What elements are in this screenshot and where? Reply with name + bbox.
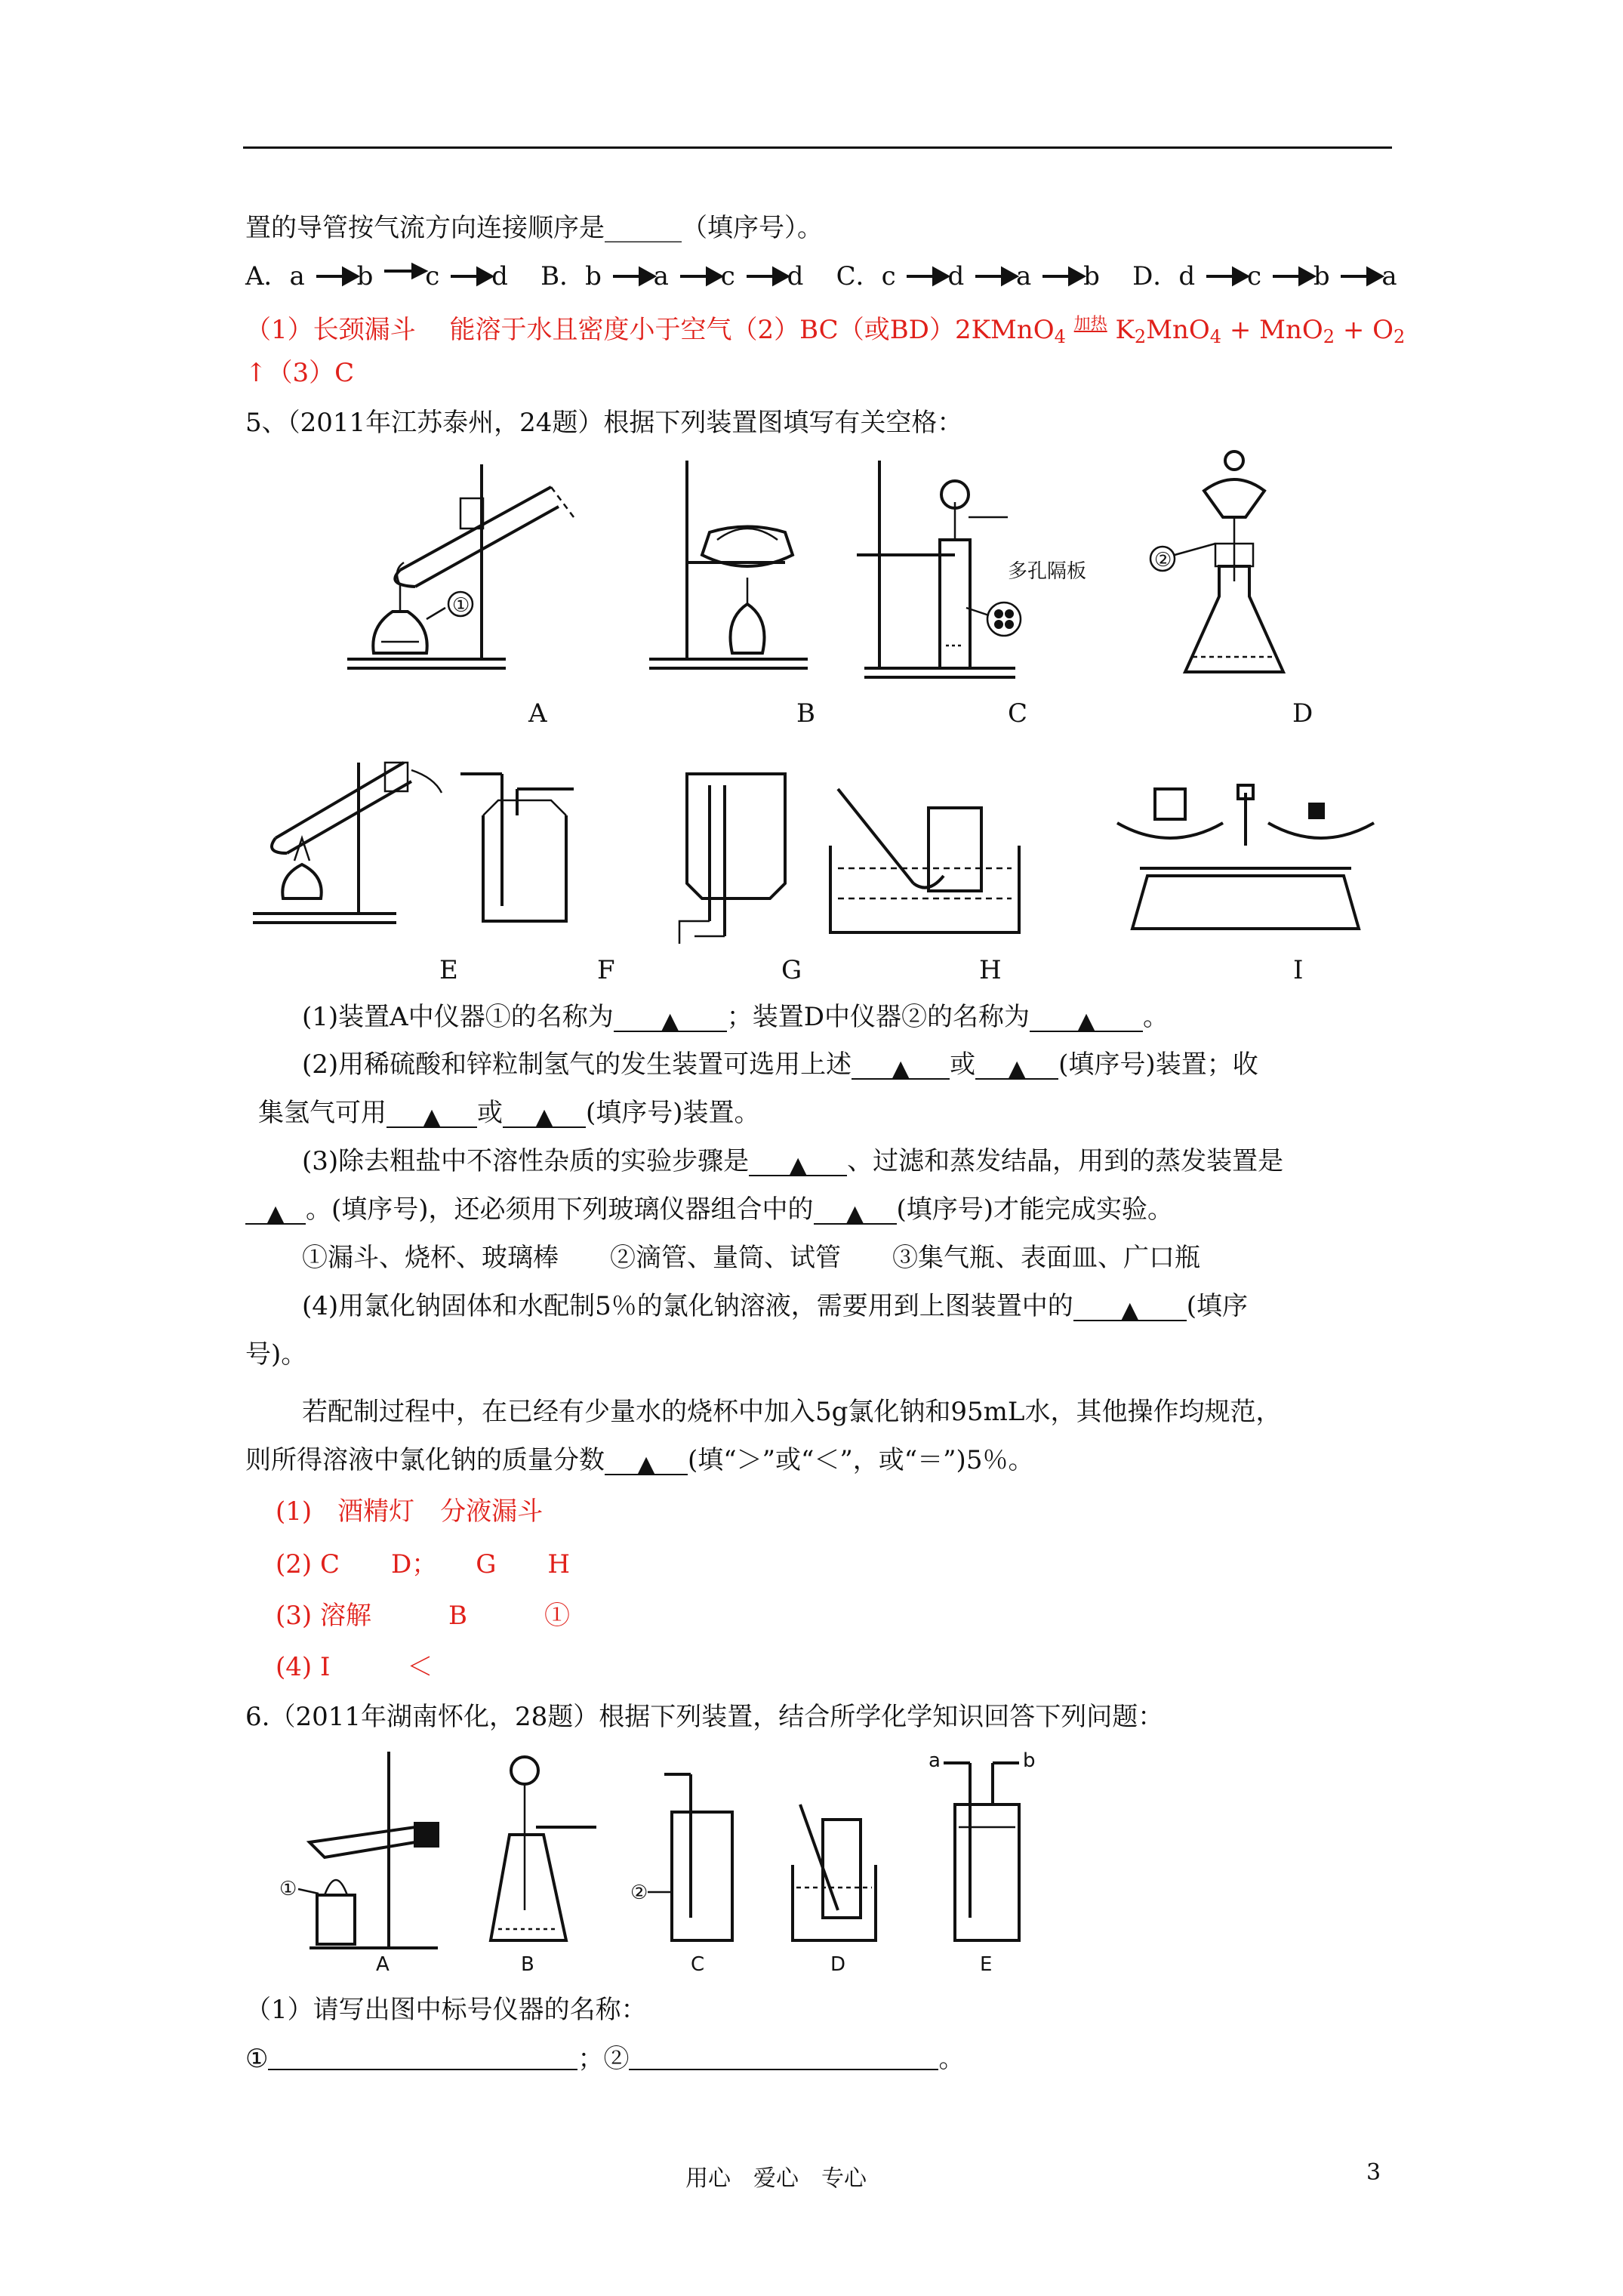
svg-text:多孔隔板: 多孔隔板 (1008, 560, 1087, 583)
q5-part1: (1)装置A中仪器①的名称为 ▲ ；装置D中仪器②的名称为 ▲ 。 (302, 1002, 1169, 1034)
apparatus-e (253, 747, 442, 929)
q6-apparatus (264, 1744, 1064, 1976)
svg-text:①: ① (279, 1878, 297, 1900)
q5-part2a: (2)用稀硫酸和锌粒制氢气的发生装置可选用上述 ▲ 或 ▲ (填序号)装置；收 (302, 1049, 1258, 1082)
apparatus-a (347, 457, 574, 676)
arrow-icon (448, 265, 491, 288)
arrow-icon (313, 265, 357, 288)
q5-part4a: (4)用氯化钠固体和水配制5％的氯化钠溶液，需要用到上图装置中的 ▲ (填序 (302, 1291, 1249, 1324)
page-number: 3 (1366, 2159, 1381, 2186)
label-a: A (528, 698, 547, 729)
arrow-icon (1039, 265, 1083, 288)
q5-answer-2: (2) C D； G H (276, 1549, 571, 1579)
svg-text:C: C (691, 1953, 705, 1976)
arrow-icon (1338, 265, 1381, 288)
svg-text:A: A (376, 1953, 390, 1976)
label-i: I (1293, 955, 1304, 985)
q5-part3a: (3)除去粗盐中不溶性杂质的实验步骤是 ▲ 、过滤和蒸发结晶，用到的蒸发装置是 (302, 1146, 1284, 1179)
arrow-icon (1203, 265, 1247, 288)
apparatus-c (857, 457, 1087, 683)
header-rule (243, 146, 1392, 149)
arrow-icon (381, 265, 425, 288)
footer-slogan: 用心 爱心 专心 (685, 2165, 867, 2192)
label-g: G (781, 955, 802, 985)
svg-text:E: E (980, 1953, 993, 1976)
apparatus-i (1110, 778, 1381, 936)
label-c: C (1008, 698, 1028, 729)
q4-answer-line2: ↑（3）C (245, 358, 355, 388)
arrow-icon (972, 265, 1016, 288)
arrow-icon (744, 265, 787, 288)
q5-answer-1: (1) 酒精灯 分液漏斗 (276, 1496, 544, 1527)
label-b: B (796, 698, 815, 729)
apparatus-h (823, 785, 1027, 936)
q5-part3-options: ①漏斗、烧杯、玻璃棒 ②滴管、量筒、试管 ③集气瓶、表面皿、广口瓶 (302, 1243, 1200, 1273)
label-d: D (1292, 698, 1313, 729)
q5-title: 5、（2011年江苏泰州，24题）根据下列装置图填写有关空格： (245, 408, 963, 438)
label-f: F (597, 955, 615, 985)
q5-answer-4: (4) I ＜ (276, 1652, 433, 1682)
q5-answer-3: (3) 溶解 B ① (276, 1601, 570, 1631)
q4-continuation: 置的导管按气流方向连接顺序是______（填序号）。 (245, 213, 823, 243)
q4-options: A．a b c d B．b a c d C．c d a b D．d c b a (245, 261, 1397, 291)
apparatus-d (1140, 445, 1306, 687)
apparatus-g (672, 770, 793, 951)
apparatus-b (649, 457, 830, 676)
q5-part2b: 集氢气可用 ▲ 或 ▲ (填序号)装置。 (258, 1098, 760, 1130)
svg-text:B: B (521, 1953, 534, 1976)
arrow-icon (610, 265, 654, 288)
q5-part5b: 则所得溶液中氯化钠的质量分数 ▲ (填“＞”或“＜”，或“＝”)5％。 (245, 1445, 1034, 1478)
arrow-icon (677, 265, 721, 288)
q6-part1-blanks: ① ；② 。 (245, 2044, 965, 2074)
svg-text:D: D (830, 1953, 846, 1976)
svg-text:②: ② (1154, 549, 1172, 572)
svg-text:b: b (1023, 1749, 1036, 1772)
svg-text:a: a (929, 1749, 941, 1772)
q5-part5a: 若配制过程中，在已经有少量水的烧杯中加入5g氯化钠和95mL水，其他操作均规范， (302, 1397, 1282, 1427)
q6-part1: （1）请写出图中标号仪器的名称： (245, 1995, 647, 2025)
q5-part3b: ▲ 。(填序号)，还必须用下列玻璃仪器组合中的 ▲ (填序号)才能完成实验。 (245, 1193, 1173, 1226)
arrow-icon (1270, 265, 1313, 288)
svg-text:①: ① (452, 594, 470, 617)
q5-part4b: 号)。 (245, 1339, 307, 1370)
q6-title: 6.（2011年湖南怀化，28题）根据下列装置，结合所学化学知识回答下列问题： (245, 1702, 1164, 1732)
q4-answer-line1: （1）长颈漏斗 能溶于水且密度小于空气（2）BC（或BD）2KMnO$_4$ $^{加热}$ $K_2MnO_4 + MnO_2 + O_2$ (245, 315, 1406, 347)
label-h: H (979, 955, 1002, 985)
svg-text:②: ② (630, 1881, 648, 1904)
apparatus-f (453, 770, 574, 929)
arrow-icon (904, 265, 947, 288)
label-e: E (439, 955, 458, 985)
